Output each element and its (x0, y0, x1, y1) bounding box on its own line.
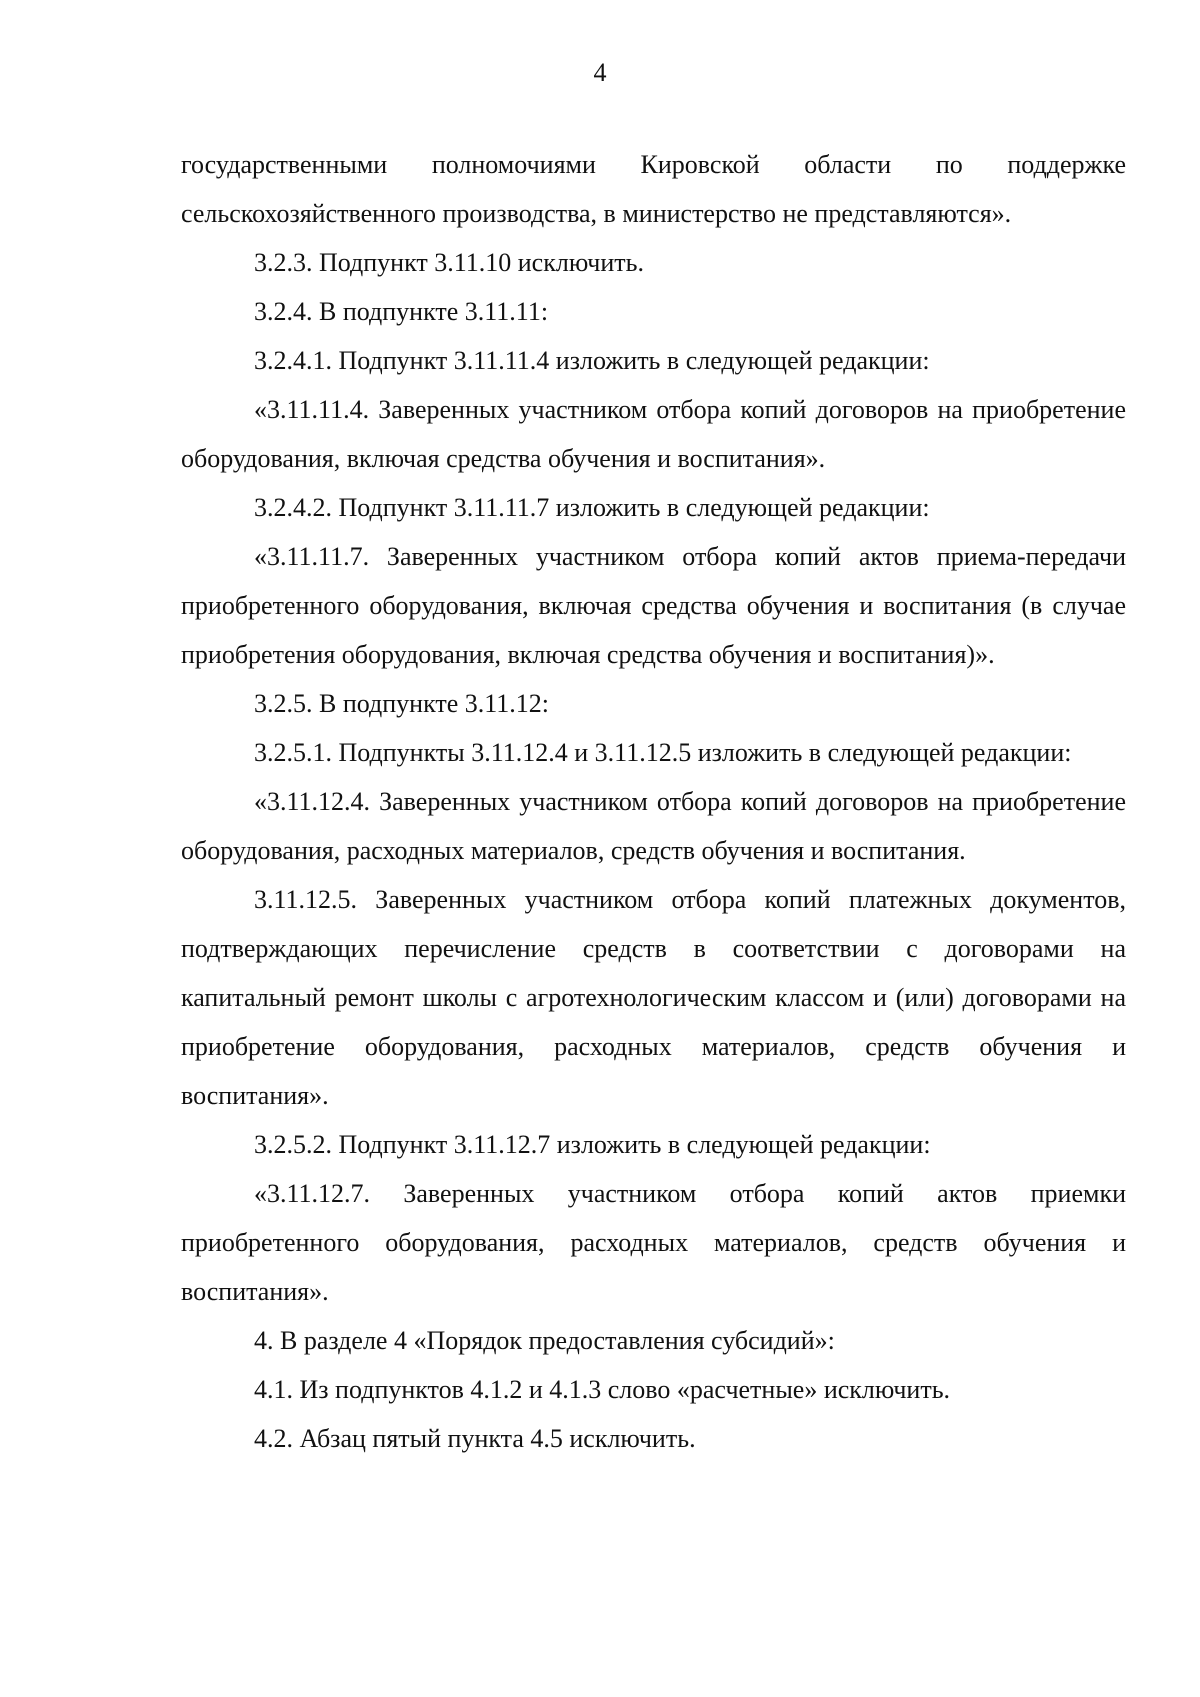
paragraph-quote-3-11-11-4: «3.11.11.4. Заверенных участником отбора копий договоров на приобретение оборудования, включая средства обучения и воспитания». (181, 395, 1126, 473)
paragraph-3-2-5-2: 3.2.5.2. Подпункт 3.11.12.7 изложить в следующей редакции: (254, 1130, 931, 1159)
paragraph-3-2-5: 3.2.5. В подпункте 3.11.12: (254, 689, 550, 718)
paragraph-3-2-5-1: 3.2.5.1. Подпункты 3.11.12.4 и 3.11.12.5 изложить в следующей редакции: (254, 738, 1072, 767)
paragraph-quote-3-11-12-5: 3.11.12.5. Заверенных участником отбора копий платежных документов, подтверждающих перечисление средств в соответствии с договорами на капитальный ремонт школы с агротехнологическим классом и (или) договорами на приобретение оборудования, расходных материалов, средств обучения и воспитания». (181, 885, 1126, 1110)
paragraph-3-2-4: 3.2.4. В подпункте 3.11.11: (254, 297, 549, 326)
paragraph-quote-3-11-12-4: «3.11.12.4. Заверенных участником отбора копий договоров на приобретение оборудования, расходных материалов, средств обучения и воспитания. (181, 787, 1126, 865)
paragraph-quote-3-11-12-7: «3.11.12.7. Заверенных участником отбора копий актов приемки приобретенного оборудования, расходных материалов, средств обучения и воспитания». (181, 1179, 1126, 1306)
document-body (181, 140, 1126, 1463)
paragraph-quote-3-11-11-7: «3.11.11.7. Заверенных участником отбора копий актов приема-передачи приобретенного оборудования, включая средства обучения и воспитания (в случае приобретения оборудования, включая средства обучения и воспитания)». (181, 542, 1126, 669)
paragraph-3-2-3: 3.2.3. Подпункт 3.11.10 исключить. (254, 248, 644, 277)
paragraph-3-2-4-2: 3.2.4.2. Подпункт 3.11.11.7 изложить в следующей редакции: (254, 493, 930, 522)
paragraph-4-1: 4.1. Из подпунктов 4.1.2 и 4.1.3 слово «расчетные» исключить. (254, 1375, 951, 1404)
paragraph-4: 4. В разделе 4 «Порядок предоставления субсидий»: (254, 1326, 835, 1355)
paragraph-3-2-4-1: 3.2.4.1. Подпункт 3.11.11.4 изложить в следующей редакции: (254, 346, 930, 375)
paragraph-4-2: 4.2. Абзац пятый пункта 4.5 исключить. (254, 1424, 696, 1453)
paragraph-continuation: государственными полномочиями Кировской области по поддержке сельскохозяйственного производства, в министерство не представляются». (181, 150, 1126, 228)
page-number: 4 (593, 58, 607, 87)
